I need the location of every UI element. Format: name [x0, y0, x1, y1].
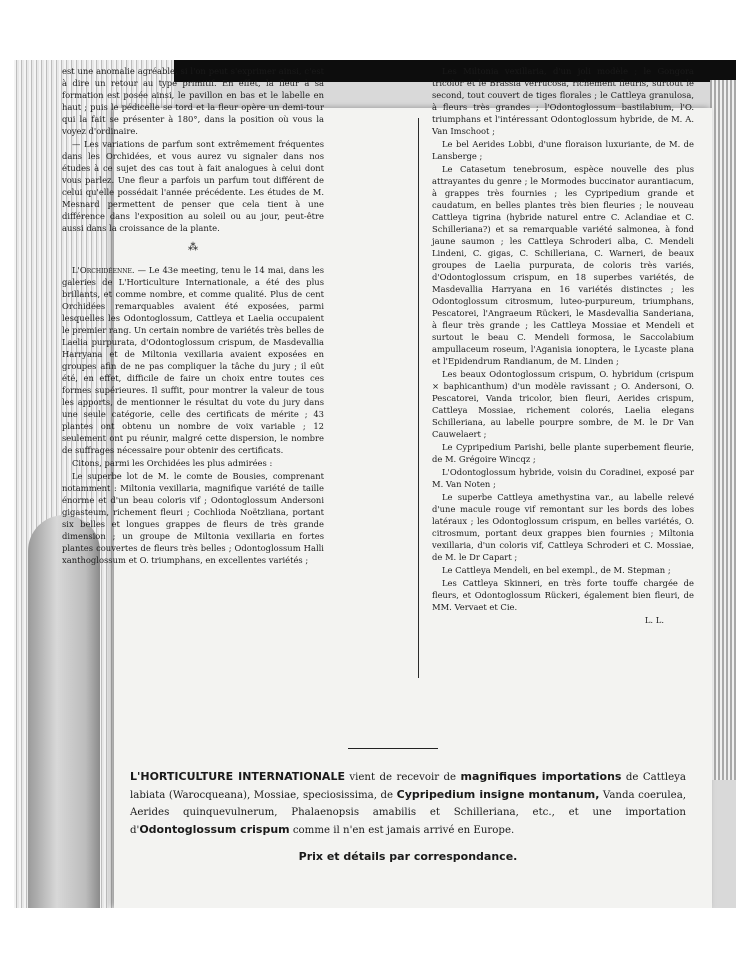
paragraph: est une anomalie agréable, si l'on peut s'exprimer ainsi, c'est à dire un retour au type primitif. En effet, la fleur à sa formation est posée ainsi, le pavillon en bas et le labelle en haut ; puis le pédicelle se tord et la fleur opère un demi-tour qui la fait se présenter à 180°, dans la position où vous la voyez d'ordinaire.: [62, 66, 324, 136]
section-heading: L'Orchidéenne.: [72, 265, 135, 275]
advert-text: vient de recevoir de: [344, 772, 461, 783]
paragraph: Le superbe lot de M. le comte de Bousies, comprenant notamment : Miltonia vexillaria, magnifique variété de taille énorme et d'un beau coloris vif ; Odontoglossum Andersoni gigasteum, richement fleuri ; Cochlioda Noëtzliana, portant six belles et longues grappes de fleurs de très grande dimension ; un groupe de Miltonia vexillaria en fortes plantes couvertes de fleurs très belles ; Odontoglossum Halli xanthoglossum et O. triumphans, en excellentes variétés ;: [62, 471, 324, 565]
section-separator-asterism: ⁂: [188, 242, 198, 253]
paragraph: [62, 264, 324, 456]
advert-text: de Cattleya labiata (Warocqueana), Mossiae, speciosissima, de: [130, 772, 686, 801]
paragraph: Les beaux Odontoglossum crispum, O. hybridum (crispum × baphicanthum) d'un modèle ravissant ; O. Andersoni, O. Pescatorei, Vanda tricolor, bien fleuri, Aerides crispum, Cattleya Mossiae, richement colorés, Laelia elegans Schilleriana, au labelle pourpre sombre, de M. le Dr Van Cauwelaert ;: [432, 369, 694, 439]
paragraph: Les Miltonia vexillaria, d'un joli modèle ; le Gongora tricolor et le Brassia verrucosa, richement fleuris, surtout le second, tout couvert de tiges florales ; le Cattleya granulosa, à fleurs très grandes ; l'Odontoglossum bastilabium, l'O. triumphans et l'intéressant Odontoglossum hybride, de M. A. Van Imschoot ;: [432, 66, 694, 136]
advert-highlight: magnifiques importations: [460, 770, 622, 783]
advert-footer: Prix et détails par correspondance.: [298, 850, 518, 863]
paragraph: Les Cattleya Skinneri, en très forte touffe chargée de fleurs, et Odontoglossum Rückeri, également bien fleuri, de MM. Vervaet et Cie.: [432, 578, 694, 612]
advertisement: [130, 768, 686, 839]
advert-company: L'HORTICULTURE INTERNATIONALE: [130, 770, 345, 783]
paragraph: Le Cypripedium Parishi, belle plante superbement fleurie, de M. Grégoire Wincqz ;: [432, 442, 694, 464]
advert-text: Vanda coerulea, Aerides quinquevulnerum, Phalaenopsis amabilis et Schilleriana, etc., et une importation d': [130, 790, 687, 836]
paragraph: Le Cattleya Mendeli, en bel exempl., de M. Stepman ;: [442, 565, 671, 575]
advert-highlight: Odontoglossum crispum: [139, 823, 290, 836]
horizontal-rule: [348, 748, 438, 749]
thumb-holding-page: [28, 515, 100, 908]
advert-text: comme il n'en est jamais arrivé en Europe.: [289, 825, 515, 836]
paragraph: Le Catasetum tenebrosum, espèce nouvelle des plus attrayantes du genre ; le Mormodes buccinator aurantiacum, à grappes très fournies ; les Cypripedium grande et caudatum, en belles plantes très bien fleuries ; le nouveau Cattleya tigrina (hybride naturel entre C. Aclandiae et C. Schilleriana?) et sa remarquable variété salmonea, à fond jaune saumon ; les Cattleya Schroderi alba, C. Mendeli Lindeni, C. gigas, C. Schilleriana, C. Warneri, de beaux groupes de Laelia purpurata, de coloris très variés, d'Odontoglossum crispum, en 18 superbes variétés, de Masdevallia Harryana en 16 variétés distinctes ; les Odontoglossum citrosmum, luteo-purpureum, triumphans, Pescatorei, l'Angraeum Rückeri, le Masdevallia Sanderiana, à fleur très grande ; les Cattleya Mossiae et Mendeli et surtout le beau C. Mendeli formosa, le Saccolabium ampullaceum roseum, l'Aganisia ionoptera, le Lycaste plana et l'Epidendrum Randianum, de M. Linden ;: [432, 164, 694, 366]
left-column: [62, 65, 324, 567]
signature: L. L.: [644, 615, 664, 625]
paragraph: Citons, parmi les Orchidées les plus admirées :: [72, 458, 273, 468]
paragraph-body: — Le 43e meeting, tenu le 14 mai, dans les galeries de L'Horticulture Internationale, a été des plus brillants, et comme nombre, et comme qualité. Plus de cent Orchidées remarquables avaient été exposées, parmi lesquelles les Odontoglossum, Cattleya et Laelia occupaient le premier rang. Un certain nombre de variétés très belles de Laelia purpurata, d'Odontoglossum crispum, de Masdevallia Harryana et de Miltonia vexillaria avaient exposées en groupes afin de ne pas compliquer la tâche du jury ; il eût été, en effet, difficile de faire un choix entre toutes ces formes supérieures. Il suffit, pour montrer la valeur de tous les apports, de mentionner le résultat du vote du jury dans une seule catégorie, celle des certificats de mérite ; 43 plantes ont obtenu un nombre de voix variable ; 12 seulement ont pu réunir, malgré cette dispersion, le nombre de suffrages nécessaire pour obtenir des certificats.: [62, 265, 324, 455]
paragraph: Le superbe Cattleya amethystina var., au labelle relevé d'une macule rouge vif remontant sur les bords des lobes latéraux ; les Odontoglossum crispum, en belles variétés, O. citrosmum, portant deux grappes bien fournies ; Miltonia vexillaria, d'un coloris vif, Cattleya Schroderi et C. Mossiae, de M. le Dr Capart ;: [432, 492, 694, 562]
column-divider: [418, 118, 419, 678]
paragraph: — Les variations de parfum sont extrêmement fréquentes dans les Orchidées, et vous aurez vu signaler dans nos études à ce sujet des cas tout à fait analogues à celui dont vous parlez. Une fleur a parfois un parfum tout différent de celui qu'elle possédait l'année précédente. Les études de M. Mesnard permettent de penser que cela tient à une différence dans l'exposition au soleil ou au jour, peut-être aussi dans la croissance de la plante.: [62, 139, 324, 233]
paragraph: L'Odontoglossum hybride, voisin du Coradinei, exposé par M. Van Noten ;: [432, 467, 694, 489]
advert-highlight: Cypripedium insigne montanum,: [396, 788, 600, 801]
paragraph: Le bel Aerides Lobbi, d'une floraison luxuriante, de M. de Lansberge ;: [432, 139, 694, 161]
page-edges-right: [710, 80, 736, 780]
right-column: [432, 65, 694, 627]
